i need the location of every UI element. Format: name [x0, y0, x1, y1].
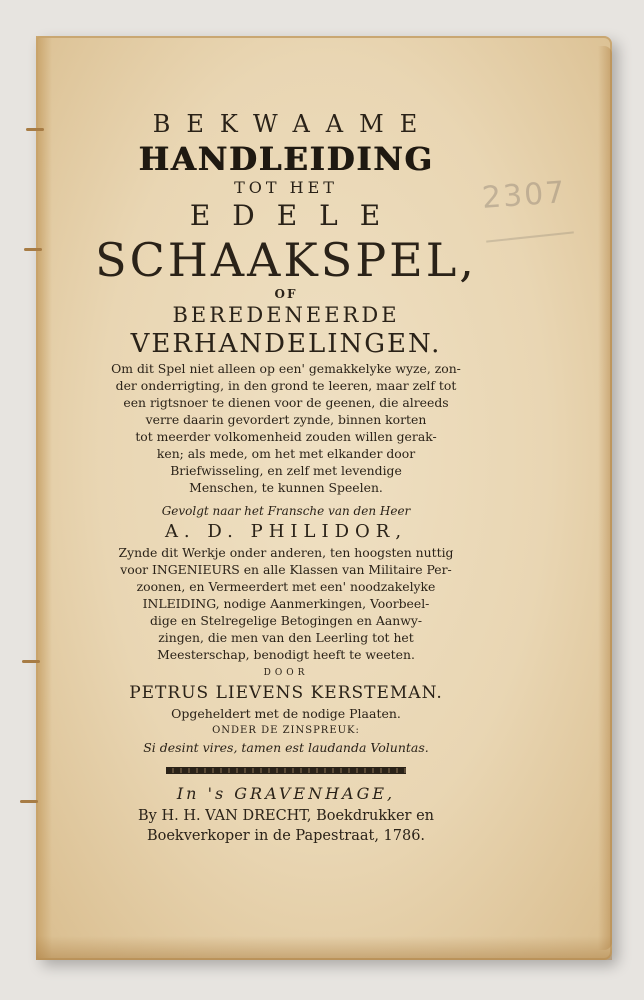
- description-line: Om dit Spel niet alleen op een' gemakkelyke wyze, zon-: [111, 361, 461, 376]
- handwritten-note: 2307: [480, 175, 568, 216]
- title-line-7: BEREDENEERDE: [172, 303, 400, 327]
- binding-thread: [24, 248, 42, 251]
- binding-thread: [26, 128, 44, 131]
- imprint-printer: By H. H. VAN DRECHT, Boekdrukker en: [138, 808, 434, 824]
- additions-line: Meesterschap, benodigt heeft te weeten.: [157, 647, 415, 662]
- description-line: ken; als mede, om het met elkander door: [156, 446, 416, 461]
- title-page-text: [86, 108, 486, 846]
- source-line: Gevolgt naar het Fransche van den Heer: [161, 504, 411, 518]
- binding-thread: [22, 660, 40, 663]
- description-line: Menschen, te kunnen Speelen.: [189, 480, 383, 495]
- title-line-5: SCHAAKSPEL,: [95, 233, 477, 287]
- title-line-2: HANDLEIDING: [138, 140, 434, 178]
- imprint-address: Boekverkoper in de Papestraat, 1786.: [146, 828, 426, 844]
- description-line: tot meerder volkomenheid zouden willen gerak-: [135, 429, 437, 444]
- additions-line: Zynde dit Werkje onder anderen, ten hoogsten nuttig: [118, 545, 454, 560]
- additions-paragraph: [86, 544, 486, 663]
- page-bottom-edge: [36, 936, 612, 960]
- philidor-name: A. D. PHILIDOR,: [164, 521, 408, 542]
- title-line-4: EDELE: [189, 199, 403, 232]
- additions-line: INLEIDING, nodige Aanmerkingen, Voorbeel-: [142, 596, 430, 611]
- description-line: Briefwisseling, en zelf met levendige: [170, 463, 402, 478]
- page-edge: [598, 46, 612, 950]
- description-line: verre daarin gevordert zynde, binnen korten: [145, 412, 427, 427]
- additions-line: dige en Stelregelige Betogingen en Aanwy-: [149, 613, 423, 628]
- plates-line: Opgeheldert met de nodige Plaaten.: [171, 706, 401, 721]
- additions-line: zingen, die men van den Leerling tot het: [158, 630, 414, 645]
- title-line-1: BEKWAAME: [152, 110, 434, 138]
- door-label: DOOR: [263, 668, 309, 678]
- imprint-city: In 's GRAVENHAGE,: [176, 784, 396, 803]
- description-line: der onderrigting, in den grond te leeren, maar zelf tot: [115, 378, 457, 393]
- author-name: PETRUS LIEVENS KERSTEMAN.: [129, 683, 443, 703]
- description-paragraph: [86, 360, 486, 496]
- title-line-8: VERHANDELINGEN.: [130, 329, 442, 359]
- title-line-3: TOT HET: [234, 178, 338, 197]
- motto: Si desint vires, tamen est laudanda Voluntas.: [143, 740, 429, 755]
- ornamental-rule: [166, 767, 406, 774]
- binding-thread: [20, 800, 38, 803]
- title-line-6: OF: [274, 287, 298, 301]
- additions-line: zoonen, en Vermeerdert met een' noodzakelyke: [136, 579, 436, 594]
- motto-label: ONDER DE ZINSPREUK:: [212, 725, 360, 736]
- description-line: een rigtsnoer te dienen voor de geenen, die alreeds: [123, 395, 449, 410]
- book-spine: [36, 36, 52, 960]
- additions-line: voor INGENIEURS en alle Klassen van Militaire Per-: [120, 562, 452, 577]
